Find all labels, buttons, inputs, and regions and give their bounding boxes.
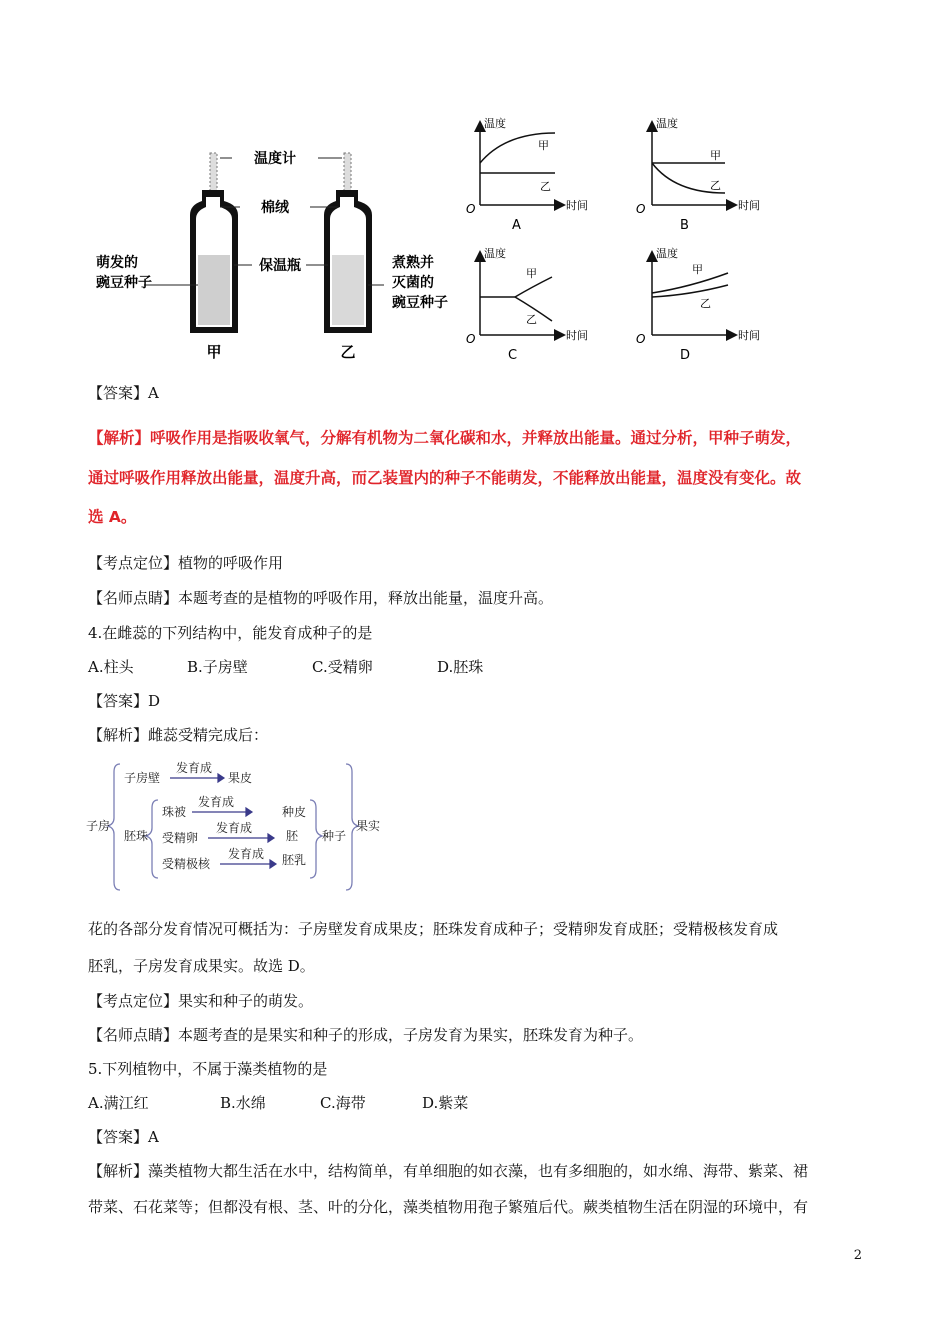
graph-a-yi: 乙 xyxy=(540,180,551,193)
diagram-fert-polar: 受精极核 xyxy=(162,857,211,871)
thermos-flask-left xyxy=(190,190,238,333)
q5-option-b: B.水绵 xyxy=(220,1094,266,1112)
label-seeds-right-3: 豌豆种子 xyxy=(392,295,448,311)
q5-option-a: A.满江红 xyxy=(88,1094,149,1112)
graph-b-label: B xyxy=(680,218,689,233)
graph-c xyxy=(466,246,588,363)
label-jia: 甲 xyxy=(206,343,222,361)
label-seeds-left-2: 豌豆种子 xyxy=(96,275,152,291)
thermos-experiment-figure xyxy=(92,135,472,365)
q4-summary-line1: 花的各部分发育情况可概括为：子房壁发育成果皮；胚珠发育成种子；受精卵发育成胚；受精极核发育成 xyxy=(88,920,779,938)
q5-option-d: D.紫菜 xyxy=(422,1094,469,1112)
graph-d-origin: O xyxy=(636,332,646,346)
diagram-ovary-wall: 子房壁 xyxy=(124,771,161,785)
graph-d-ylabel: 温度 xyxy=(656,247,678,260)
label-flask: 保温瓶 xyxy=(259,258,301,274)
q3-analysis-line3: 选 A。 xyxy=(88,508,137,526)
graph-c-jia: 甲 xyxy=(526,267,537,280)
label-seeds-left-1: 萌发的 xyxy=(96,255,138,271)
diagram-endosperm: 胚乳 xyxy=(282,853,307,867)
q4-kaodian: 【考点定位】果实和种子的萌发。 xyxy=(88,992,314,1010)
q5-option-c: C.海带 xyxy=(320,1094,366,1112)
diagram-ovary: 子房 xyxy=(86,819,111,833)
diagram-ovule: 胚珠 xyxy=(124,829,149,843)
q3-mingshi: 【名师点睛】本题考查的是植物的呼吸作用，释放出能量，温度升高。 xyxy=(88,589,554,607)
diagram-seed-coat: 种皮 xyxy=(282,805,307,819)
q4-analysis: 【解析】雌蕊受精完成后： xyxy=(88,726,269,744)
graph-a xyxy=(466,116,588,233)
q4-mingshi: 【名师点睛】本题考查的是果实和种子的形成，子房发育为果实，胚珠发育为种子。 xyxy=(88,1026,644,1044)
graph-a-label: A xyxy=(512,218,521,233)
graph-b-origin: O xyxy=(636,202,646,216)
graph-d xyxy=(636,246,760,363)
q4-summary-line2: 胚乳，子房发育成果实。故选 D。 xyxy=(88,957,315,975)
graph-b-ylabel: 温度 xyxy=(656,117,678,130)
graph-b-xlabel: 时间 xyxy=(738,199,760,212)
diagram-fert-egg: 受精卵 xyxy=(162,831,199,845)
label-cotton: 棉绒 xyxy=(261,200,289,216)
graph-c-yi: 乙 xyxy=(526,313,537,326)
q3-analysis-line1: 【解析】呼吸作用是指吸收氧气，分解有机物为二氧化碳和水，并释放出能量。通过分析，甲种子萌发， xyxy=(88,429,802,447)
ovary-development-diagram xyxy=(86,760,386,895)
diagram-develops-2: 发育成 xyxy=(198,795,235,809)
q5-analysis-line2: 带菜、石花菜等；但都没有根、茎、叶的分化，藻类植物用孢子繁殖后代。蕨类植物生活在阴湿的环境中，有 xyxy=(88,1198,809,1216)
diagram-embryo: 胚 xyxy=(286,829,299,843)
graph-a-xlabel: 时间 xyxy=(566,199,588,212)
q3-analysis-line2: 通过呼吸作用释放出能量，温度升高，而乙装置内的种子不能萌发，不能释放出能量，温度没有变化。故 xyxy=(88,469,802,487)
graph-d-label: D xyxy=(680,348,691,363)
diagram-develops-3: 发育成 xyxy=(216,821,253,835)
graph-c-xlabel: 时间 xyxy=(566,329,588,342)
graph-b-yi: 乙 xyxy=(710,179,721,192)
graph-a-jia: 甲 xyxy=(538,139,549,152)
graph-b xyxy=(636,116,760,233)
label-thermometer: 温度计 xyxy=(254,151,296,167)
graph-c-label: C xyxy=(508,348,518,363)
q4-option-c: C.受精卵 xyxy=(312,658,373,676)
label-seeds-right-2: 灭菌的 xyxy=(392,275,434,291)
graph-d-xlabel: 时间 xyxy=(738,329,760,342)
label-yi: 乙 xyxy=(340,343,356,361)
q4-option-b: B.子房壁 xyxy=(187,658,248,676)
q5-analysis-line1: 【解析】藻类植物大都生活在水中，结构简单，有单细胞的如衣藻，也有多细胞的，如水绵、海带、紫菜、裙 xyxy=(88,1162,809,1180)
q4-option-d: D.胚珠 xyxy=(437,658,484,676)
graph-d-jia: 甲 xyxy=(692,263,703,276)
graph-d-yi: 乙 xyxy=(700,297,711,310)
q5-question: 5.下列植物中，不属于藻类植物的是 xyxy=(88,1060,328,1078)
q3-kaodian: 【考点定位】植物的呼吸作用 xyxy=(88,554,284,572)
label-seeds-right-1: 煮熟并 xyxy=(392,255,434,271)
q4-option-a: A.柱头 xyxy=(88,658,134,676)
graph-a-ylabel: 温度 xyxy=(484,117,506,130)
diagram-develops-1: 发育成 xyxy=(176,761,213,775)
graph-a-origin: O xyxy=(466,202,476,216)
thermos-flask-right xyxy=(324,190,372,333)
diagram-develops-4: 发育成 xyxy=(228,847,265,861)
diagram-integument: 珠被 xyxy=(162,805,187,819)
q4-question: 4.在雌蕊的下列结构中，能发育成种子的是 xyxy=(88,624,373,642)
diagram-fruit: 果实 xyxy=(356,819,381,833)
temperature-graphs-figure xyxy=(460,115,765,365)
graph-b-jia: 甲 xyxy=(710,149,721,162)
q5-answer: 【答案】A xyxy=(88,1128,159,1146)
q3-answer: 【答案】A xyxy=(88,384,159,402)
diagram-seed: 种子 xyxy=(322,829,347,843)
graph-c-origin: O xyxy=(466,332,476,346)
graph-c-ylabel: 温度 xyxy=(484,247,506,260)
q4-answer: 【答案】D xyxy=(88,692,161,710)
page-number: 2 xyxy=(853,1248,862,1263)
diagram-pericarp: 果皮 xyxy=(228,771,253,785)
